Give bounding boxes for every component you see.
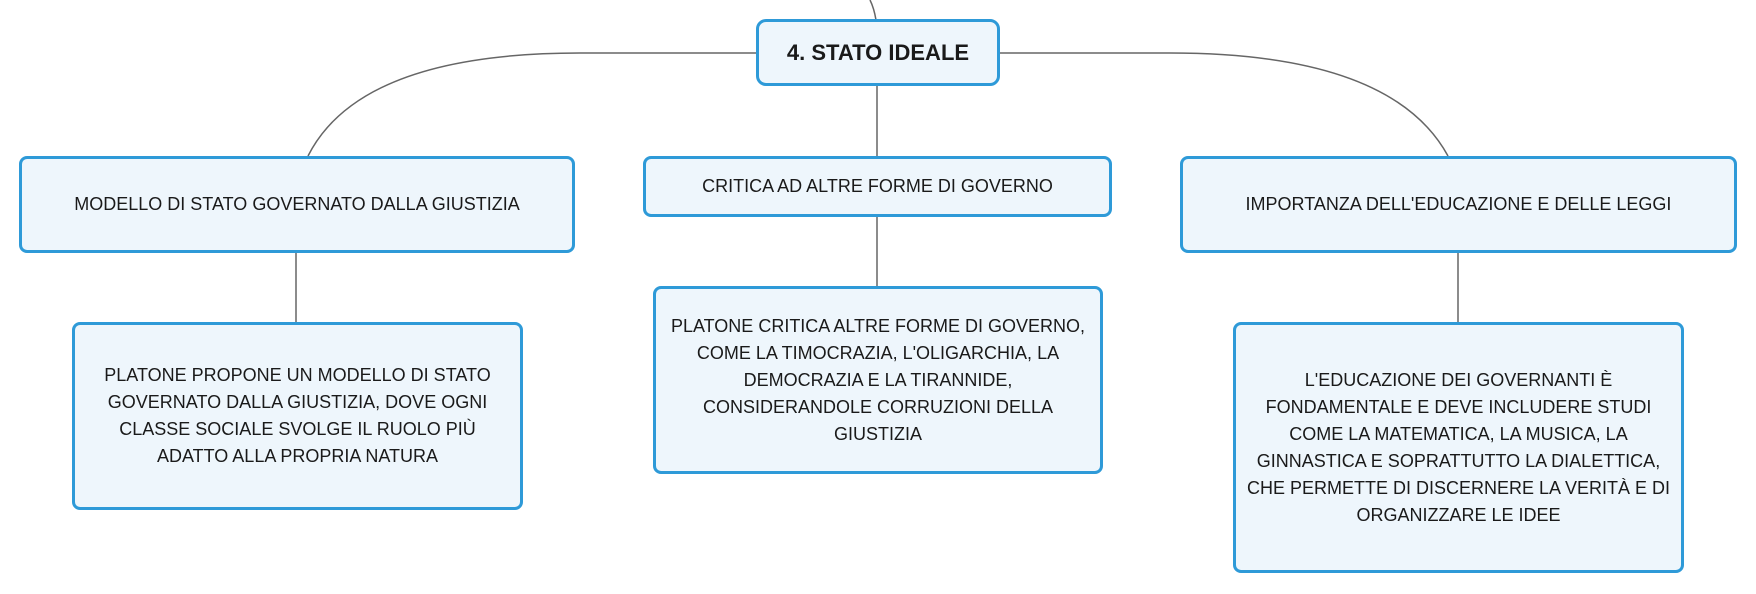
root-topic-title: 4. STATO IDEALE [786,40,970,65]
root-topic-node[interactable] [756,19,1000,86]
branch-node-critica[interactable] [643,156,1112,217]
branch-node-modello[interactable] [19,156,575,253]
connector-parent-to-root [870,0,876,20]
branch-label: IMPORTANZA DELL'EDUCAZIONE E DELLE LEGGI [1245,194,1672,214]
branch-label: CRITICA AD ALTRE FORME DI GOVERNO [702,176,1053,196]
detail-text: PLATONE PROPONE UN MODELLO DI STATO GOVERNATO DALLA GIUSTIZIA, DOVE OGNI CLASSE SOCIALE SVOLGE IL RUOLO PIÙ ADATTO ALLA PROPRIA NATURA [104,365,491,466]
detail-text: L'EDUCAZIONE DEI GOVERNANTI È FONDAMENTALE E DEVE INCLUDERE STUDI COME LA MATEMATICA, LA MUSICA, LA GINNASTICA E SOPRATTUTTO LA DIALETTICA, CHE PERMETTE DI DISCERNERE LA VERITÀ E DI ORGANIZZARE LE IDEE [1246,369,1671,525]
connector-root-to-branch-right [998,53,1448,156]
detail-node-critica[interactable] [653,286,1103,474]
connector-root-to-branch-left [308,53,756,156]
branch-node-importanza[interactable] [1180,156,1737,253]
detail-text: PLATONE CRITICA ALTRE FORME DI GOVERNO, COME LA TIMOCRAZIA, L'OLIGARCHIA, LA DEMOCRAZIA E LA TIRANNIDE, CONSIDERANDOLE CORRUZIONI DELLA GIUSTIZIA [670,315,1086,444]
detail-node-modello[interactable] [72,322,523,510]
detail-node-importanza[interactable] [1233,322,1684,573]
branch-label: MODELLO DI STATO GOVERNATO DALLA GIUSTIZIA [74,194,520,214]
